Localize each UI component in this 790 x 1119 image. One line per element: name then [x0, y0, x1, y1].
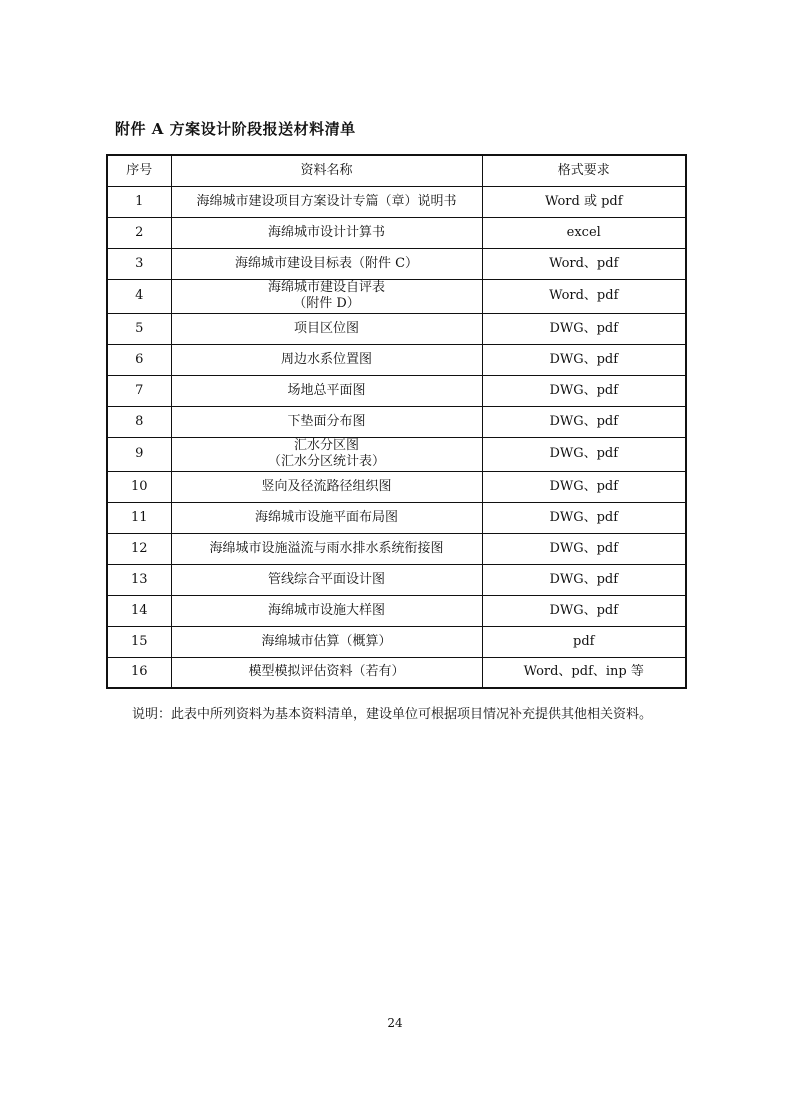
- row-no: 7: [107, 375, 171, 406]
- row-name: 场地总平面图: [171, 375, 482, 406]
- row-no: 10: [107, 471, 171, 502]
- row-no: 9: [107, 437, 171, 471]
- document-title: 附件 A 方案设计阶段报送材料清单: [115, 120, 356, 138]
- table-header-row: [107, 155, 686, 186]
- row-name: 海绵城市设计计算书: [171, 217, 482, 248]
- row-format: pdf: [482, 626, 686, 657]
- header-name: 资料名称: [171, 155, 482, 186]
- row-no: 13: [107, 564, 171, 595]
- row-name: 管线综合平面设计图: [171, 564, 482, 595]
- row-format: DWG、pdf: [482, 533, 686, 564]
- table-row: [107, 375, 686, 406]
- row-no: 6: [107, 344, 171, 375]
- row-format: Word、pdf: [482, 248, 686, 279]
- row-name: 模型模拟评估资料（若有）: [171, 657, 482, 688]
- row-format: DWG、pdf: [482, 375, 686, 406]
- row-no: 12: [107, 533, 171, 564]
- table-row: [107, 279, 686, 313]
- materials-table: [106, 154, 687, 689]
- row-format: DWG、pdf: [482, 595, 686, 626]
- row-format: Word、pdf、inp 等: [482, 657, 686, 688]
- row-name: [171, 437, 482, 471]
- row-name: 竖向及径流路径组织图: [171, 471, 482, 502]
- table-row: [107, 595, 686, 626]
- row-no: 15: [107, 626, 171, 657]
- row-no: 14: [107, 595, 171, 626]
- row-no: 3: [107, 248, 171, 279]
- row-format: DWG、pdf: [482, 406, 686, 437]
- table-row: [107, 437, 686, 471]
- row-no: 1: [107, 186, 171, 217]
- row-name: 海绵城市建设项目方案设计专篇（章）说明书: [171, 186, 482, 217]
- row-no: 11: [107, 502, 171, 533]
- table-row: [107, 564, 686, 595]
- table-row: [107, 471, 686, 502]
- row-name: 海绵城市设施大样图: [171, 595, 482, 626]
- row-name-line1: 海绵城市建设自评表: [267, 280, 385, 295]
- table-row: [107, 406, 686, 437]
- row-no: 8: [107, 406, 171, 437]
- table-row: [107, 217, 686, 248]
- row-no: 16: [107, 657, 171, 688]
- row-name: 项目区位图: [171, 313, 482, 344]
- row-name: 海绵城市建设目标表（附件 C）: [171, 248, 482, 279]
- row-format: excel: [482, 217, 686, 248]
- table-row: [107, 248, 686, 279]
- row-no: 2: [107, 217, 171, 248]
- table-row: [107, 533, 686, 564]
- row-name: 周边水系位置图: [171, 344, 482, 375]
- header-no: 序号: [107, 155, 171, 186]
- table-row: [107, 344, 686, 375]
- table-row: [107, 502, 686, 533]
- row-name: 下垫面分布图: [171, 406, 482, 437]
- row-format: DWG、pdf: [482, 344, 686, 375]
- row-format: DWG、pdf: [482, 564, 686, 595]
- row-name: 海绵城市设施平面布局图: [171, 502, 482, 533]
- row-no: 4: [107, 279, 171, 313]
- row-format: Word、pdf: [482, 279, 686, 313]
- row-name: [171, 279, 482, 313]
- row-name: 海绵城市估算（概算）: [171, 626, 482, 657]
- table-row: [107, 657, 686, 688]
- row-name-line1: 汇水分区图: [293, 438, 359, 453]
- row-no: 5: [107, 313, 171, 344]
- row-name-line2: （附件 D）: [293, 296, 360, 311]
- row-format: DWG、pdf: [482, 471, 686, 502]
- table-note: 说明：此表中所列资料为基本资料清单，建设单位可根据项目情况补充提供其他相关资料。: [132, 707, 653, 722]
- table-row: [107, 313, 686, 344]
- row-name-line2: （汇水分区统计表）: [267, 454, 385, 469]
- header-format: 格式要求: [482, 155, 686, 186]
- row-format: DWG、pdf: [482, 502, 686, 533]
- table-row: [107, 626, 686, 657]
- table-row: [107, 186, 686, 217]
- row-format: DWG、pdf: [482, 437, 686, 471]
- row-format: Word 或 pdf: [482, 186, 686, 217]
- row-name: 海绵城市设施溢流与雨水排水系统衔接图: [171, 533, 482, 564]
- page-number: 24: [387, 1016, 403, 1030]
- row-format: DWG、pdf: [482, 313, 686, 344]
